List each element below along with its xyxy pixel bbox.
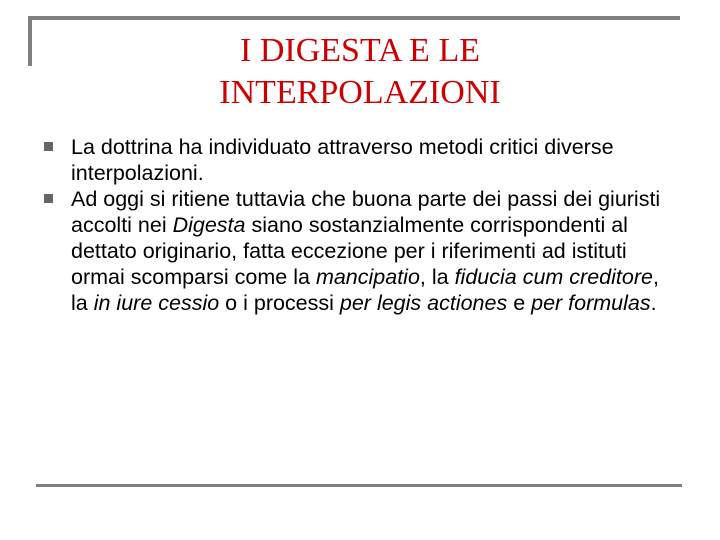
bullet-list bbox=[0, 134, 720, 316]
frame-left-rule bbox=[28, 16, 32, 66]
italic-term-legis-actiones: per legis actiones bbox=[339, 291, 508, 315]
bullet-text: Ad oggi si ritiene tuttavia che buona parte dei passi dei giuristi accolti nei bbox=[71, 187, 661, 237]
square-bullet-icon bbox=[44, 194, 53, 203]
bullet-item-1 bbox=[0, 134, 681, 186]
bullet-text: La dottrina ha individuato attraverso metodi critici diverse interpolazioni. bbox=[71, 135, 614, 185]
italic-term-in-iure-cessio: in iure cessio bbox=[93, 291, 220, 315]
italic-term-mancipatio: mancipatio bbox=[315, 265, 420, 289]
bullet-text: , la bbox=[419, 265, 455, 289]
frame-top-rule bbox=[28, 16, 680, 20]
bullet-text: . bbox=[650, 291, 657, 315]
bullet-text: siano sostanzialmente corrispondenti al dettato originario, fatta eccezione per i riferimenti ad istituti ormai scomparsi come la bbox=[71, 213, 628, 289]
italic-term-fiducia: fiducia cum creditore bbox=[454, 265, 653, 289]
bullet-item-2 bbox=[0, 186, 681, 316]
bullet-text: , la bbox=[71, 265, 659, 315]
italic-term-formulas: per formulas bbox=[531, 291, 651, 315]
bullet-text: e bbox=[507, 291, 532, 315]
square-bullet-icon bbox=[44, 142, 53, 151]
italic-term-digesta: Digesta bbox=[172, 213, 246, 237]
slide-title-line-2: INTERPOLAZIONI bbox=[219, 74, 501, 111]
bullet-text: o i processi bbox=[219, 291, 340, 315]
frame-bottom-rule bbox=[36, 484, 682, 487]
slide-title bbox=[60, 30, 660, 114]
slide-title-line-1: I DIGESTA E LE bbox=[240, 32, 480, 69]
